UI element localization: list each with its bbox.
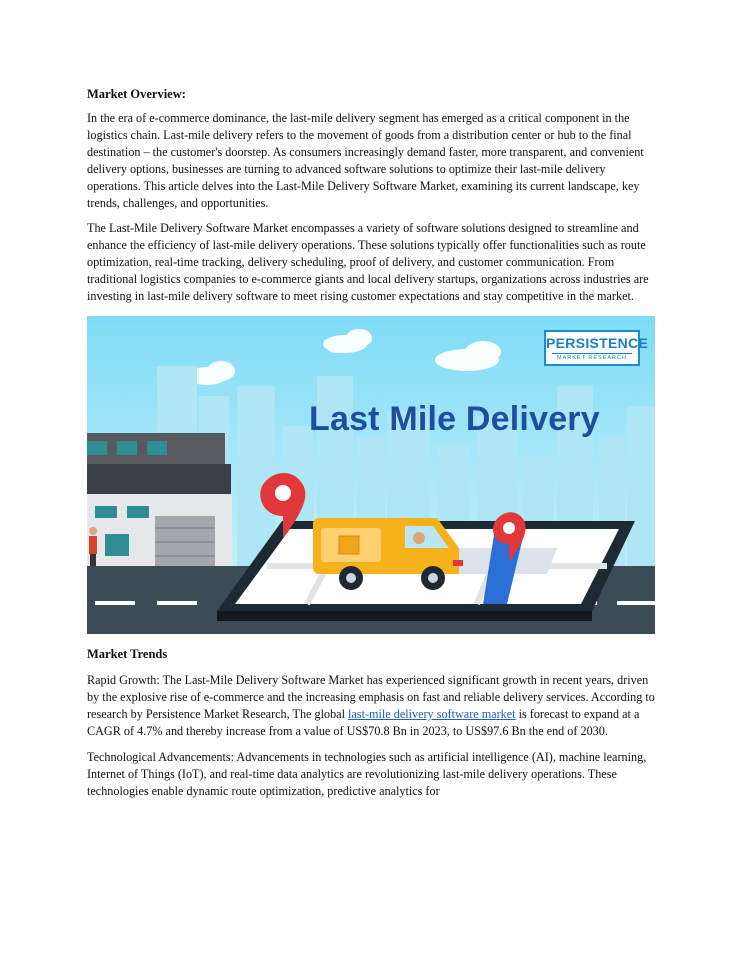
market-report-link[interactable]: last-mile delivery software market [348, 707, 516, 721]
rapid-growth-text-after: is forecast to expand at a CAGR of 4.7% and thereby increase from a value of US$70.8 Bn in 2023, to US$97.6 Bn the end of 2030. [87, 707, 640, 738]
market-overview-heading: Market Overview: [87, 87, 186, 101]
illustration-title: Last Mile Delivery [309, 400, 600, 438]
last-mile-delivery-illustration [87, 316, 655, 634]
worker-figure [89, 527, 97, 570]
trends-paragraph-rapid-growth [87, 672, 655, 740]
warehouse-building [87, 433, 232, 582]
rapid-growth-text-before: Rapid Growth: The Last-Mile Delivery Software Market has experienced significant growth in recent years, driven by the explosive rise of e-commerce and the increasing emphasis on fast and reliable delivery services. According to research by Persistence Market Research, The global [87, 673, 655, 721]
overview-paragraph-1: In the era of e-commerce dominance, the last-mile delivery segment has emerged as a critical component in the logistics chain. Last-mile delivery refers to the movement of goods from a distribution center or hub to the final destination – the customer's doorstep. As consumers increasingly demand faster, more transparent, and convenient delivery options, businesses are turning to advanced software solutions to optimize their last-mile delivery operations. This article delves into the Last-Mile Delivery Software Market, examining its current landscape, key trends, challenges, and opportunities. [87, 111, 644, 210]
trends-paragraph-technology: Technological Advancements: Advancements in technologies such as artificial intelligence (AI), machine learning, Internet of Things (IoT), and real-time data analytics are revolutionizing last-mile delivery operations. These technologies enable dynamic route optimization, predictive analytics for [87, 750, 647, 798]
logo-sub-text: MARKET RESEARCH [552, 353, 632, 362]
logo-brand-text: PERSISTENCE [546, 335, 649, 351]
overview-paragraph-2: The Last-Mile Delivery Software Market encompasses a variety of software solutions designed to streamline and enhance the efficiency of last-mile delivery operations. These solutions typically offer functionalities such as route optimization, real-time tracking, delivery scheduling, proof of delivery, and customer communication. From traditional logistics companies to e-commerce giants and local delivery startups, organizations across industries are investing in last-mile delivery software to meet rising customer expectations and stay competitive in the market. [87, 221, 649, 303]
document-page [87, 86, 655, 800]
persistence-logo [544, 330, 649, 366]
market-trends-heading: Market Trends [87, 647, 168, 661]
